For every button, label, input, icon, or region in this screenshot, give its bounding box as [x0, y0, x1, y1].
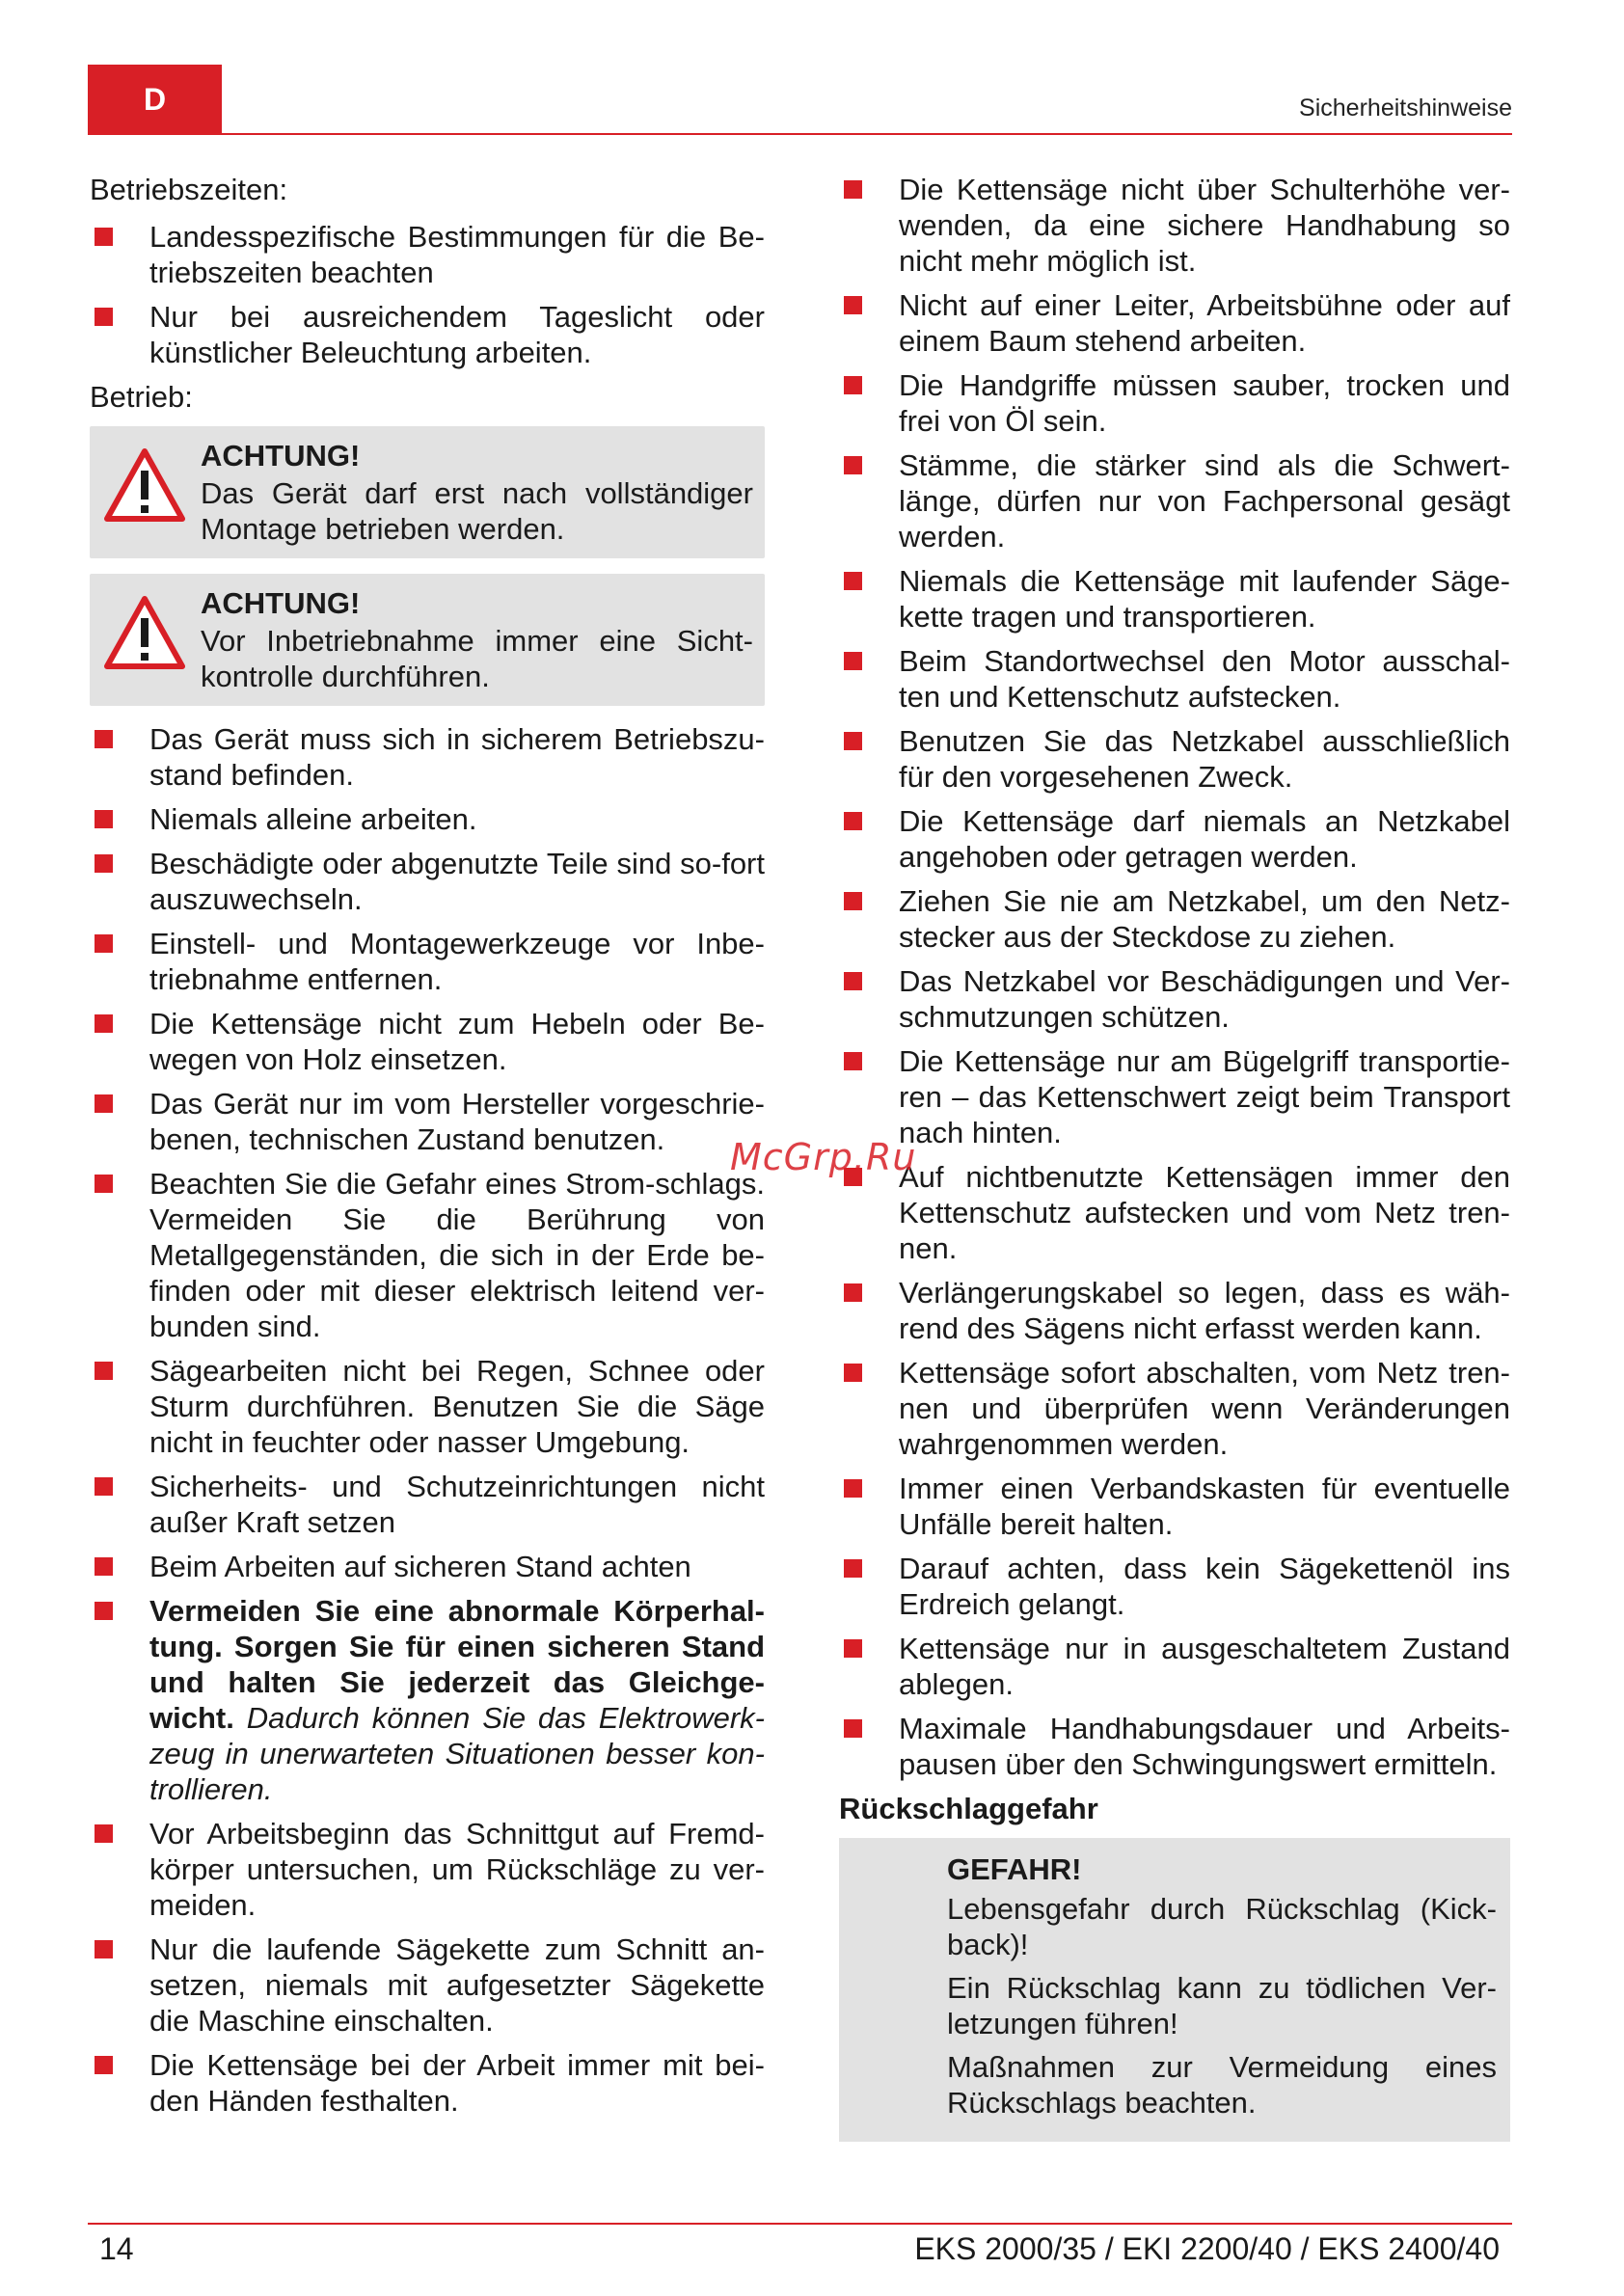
list-item: Niemals alleine arbeiten. — [90, 801, 765, 837]
right-column — [839, 172, 1510, 2142]
bullet-icon — [95, 1362, 113, 1380]
bullet-icon — [844, 376, 862, 394]
bullet-icon — [95, 730, 113, 748]
model-designation: EKS 2000/35 / EKI 2200/40 / EKS 2400/40 — [914, 2231, 1500, 2266]
bullet-icon — [95, 1940, 113, 1958]
section-title: Sicherheitshinweise — [1299, 95, 1512, 122]
bullet-icon — [844, 1719, 862, 1738]
safety-list — [839, 172, 1510, 1782]
bullet-icon — [844, 892, 862, 910]
list-item: Die Kettensäge nicht über Schulterhöhe ver-wenden, da eine sichere Handhabung so nicht mehr möglich ist. — [839, 172, 1510, 279]
list-item: Einstell- und Montagewerkzeuge vor Inbe-triebnahme entfernen. — [90, 926, 765, 997]
footer-rule — [88, 2223, 1512, 2225]
bullet-icon — [844, 732, 862, 750]
bullet-icon — [95, 1602, 113, 1620]
warning-box — [90, 426, 765, 558]
list-item: Das Gerät muss sich in sicherem Betriebszu-stand befinden. — [90, 721, 765, 793]
warning-text: Das Gerät darf erst nach vollständiger Montage betrieben werden. — [201, 476, 753, 546]
list-item: Das Gerät nur im vom Hersteller vorgeschrie-benen, technischen Zustand benutzen. — [90, 1086, 765, 1157]
bullet-icon — [844, 572, 862, 590]
betrieb-label: Betrieb: — [90, 380, 193, 414]
list-item: Niemals die Kettensäge mit laufender Säge-kette tragen und transportieren. — [839, 563, 1510, 635]
list-item: Die Handgriffe müssen sauber, trocken und frei von Öl sein. — [839, 367, 1510, 439]
list-item: Ziehen Sie nie am Netzkabel, um den Netz-stecker aus der Steckdose zu ziehen. — [839, 883, 1510, 955]
betriebszeiten-label: Betriebszeiten: — [90, 173, 288, 206]
list-item: Stämme, die stärker sind als die Schwert-länge, dürfen nur von Fachpersonal gesägt werden. — [839, 447, 1510, 554]
bullet-icon — [844, 1479, 862, 1498]
warning-box — [90, 574, 765, 706]
bullet-icon — [844, 180, 862, 199]
section-heading: Rückschlaggefahr — [839, 1792, 1098, 1825]
left-column — [90, 172, 765, 2127]
list-item: Die Kettensäge nicht zum Hebeln oder Be-wegen von Holz einsetzen. — [90, 1006, 765, 1077]
list-item: Nur die laufende Sägekette zum Schnitt an-setzen, niemals mit aufgesetzter Sägekette die Maschine einschalten. — [90, 1931, 765, 2039]
bullet-icon — [844, 456, 862, 474]
language-tab: D — [88, 65, 222, 134]
betrieb-list — [90, 721, 765, 2119]
bullet-icon — [844, 652, 862, 670]
list-item: Darauf achten, dass kein Sägekettenöl ins Erdreich gelangt. — [839, 1551, 1510, 1622]
list-item: Beim Standortwechsel den Motor ausschal-ten und Kettenschutz aufstecken. — [839, 643, 1510, 715]
list-item: Beim Arbeiten auf sicheren Stand achten — [90, 1549, 765, 1584]
list-item: Auf nichtbenutzte Kettensägen immer den Kettenschutz aufstecken und vom Netz tren-nen. — [839, 1159, 1510, 1266]
list-item: Landesspezifische Bestimmungen für die Be-triebszeiten beachten — [90, 219, 765, 290]
danger-box — [839, 1838, 1510, 2142]
bullet-icon — [844, 1283, 862, 1302]
header-rule — [88, 133, 1512, 135]
bullet-icon — [95, 1175, 113, 1193]
list-item: Sägearbeiten nicht bei Regen, Schnee oder Sturm durchführen. Benutzen Sie die Säge nicht in feuchter oder nasser Umgebung. — [90, 1353, 765, 1460]
danger-title: GEFAHR! — [947, 1852, 1082, 1886]
bullet-icon — [95, 1014, 113, 1033]
bullet-icon — [844, 972, 862, 990]
list-item: Sicherheits- und Schutzeinrichtungen nicht außer Kraft setzen — [90, 1469, 765, 1540]
bullet-icon — [844, 1052, 862, 1070]
list-item: Die Kettensäge nur am Bügelgriff transportie-ren – das Kettenschwert zeigt beim Transport nach hinten. — [839, 1043, 1510, 1150]
list-item: Die Kettensäge darf niemals an Netzkabel angehoben oder getragen werden. — [839, 803, 1510, 875]
bullet-icon — [844, 812, 862, 830]
list-item: Benutzen Sie das Netzkabel ausschließlich für den vorgesehenen Zweck. — [839, 723, 1510, 795]
bullet-icon — [95, 308, 113, 326]
page-number: 14 — [99, 2231, 134, 2266]
bullet-icon — [95, 810, 113, 828]
bullet-icon — [844, 296, 862, 314]
bullet-icon — [95, 934, 113, 953]
list-item: Vor Arbeitsbeginn das Schnittgut auf Fremd-körper untersuchen, um Rückschläge zu ver-meiden. — [90, 1816, 765, 1923]
list-item: Immer einen Verbandskasten für eventuelle Unfälle bereit halten. — [839, 1471, 1510, 1542]
bullet-icon — [95, 854, 113, 873]
warning-title: ACHTUNG! — [201, 439, 361, 473]
list-item: Maximale Handhabungsdauer und Arbeits-pausen über den Schwingungswert ermitteln. — [839, 1711, 1510, 1782]
bullet-icon — [95, 1557, 113, 1576]
bullet-icon — [95, 1477, 113, 1496]
list-item: Beschädigte oder abgenutzte Teile sind so-fort auszuwechseln. — [90, 846, 765, 917]
list-item: Das Netzkabel vor Beschädigungen und Ver-schmutzungen schützen. — [839, 963, 1510, 1035]
bullet-icon — [95, 1094, 113, 1113]
list-item: Die Kettensäge bei der Arbeit immer mit bei-den Händen festhalten. — [90, 2047, 765, 2119]
warning-triangle-icon — [103, 447, 186, 523]
list-item: Beachten Sie die Gefahr eines Strom-schlags. Vermeiden Sie die Berührung von Metallgegenständen, die sich in der Erde be-finden oder mit dieser elektrisch leitend ver-bunden sind. — [90, 1166, 765, 1344]
list-item: Nicht auf einer Leiter, Arbeitsbühne oder auf einem Baum stehend arbeiten. — [839, 287, 1510, 359]
bullet-icon — [844, 1559, 862, 1578]
betriebszeiten-list — [90, 219, 765, 370]
danger-line: Lebensgefahr durch Rückschlag (Kick-back)! — [947, 1892, 1497, 1961]
bullet-icon — [95, 228, 113, 246]
list-item: Nur bei ausreichendem Tageslicht oder künstlicher Beleuchtung arbeiten. — [90, 299, 765, 370]
danger-line: Maßnahmen zur Vermeidung eines Rückschlags beachten. — [947, 2050, 1497, 2120]
warning-triangle-icon — [103, 595, 186, 670]
warning-title: ACHTUNG! — [201, 586, 361, 620]
bullet-icon — [95, 2056, 113, 2074]
watermark: McGrp.Ru — [730, 1136, 917, 1178]
list-item: Verlängerungskabel so legen, dass es wäh-rend des Sägens nicht erfasst werden kann. — [839, 1275, 1510, 1346]
warning-text: Vor Inbetriebnahme immer eine Sicht-kontrolle durchführen. — [201, 624, 753, 693]
danger-line: Ein Rückschlag kann zu tödlichen Ver-letzungen führen! — [947, 1971, 1497, 2040]
bullet-icon — [844, 1364, 862, 1382]
list-item-bold: Vermeiden Sie eine abnormale Körperhal-tung. Sorgen Sie für einen sicheren Stand und halten Sie jederzeit das Gleichge-wicht. Dadurch können Sie das Elektrowerk-zeug in unerwarteten Situationen besser kon-trollieren. — [90, 1593, 765, 1807]
bullet-icon — [95, 1824, 113, 1843]
list-item: Kettensäge sofort abschalten, vom Netz tren-nen und überprüfen wenn Veränderungen wahrgenommen werden. — [839, 1355, 1510, 1462]
list-item: Kettensäge nur in ausgeschaltetem Zustand ablegen. — [839, 1631, 1510, 1702]
bullet-icon — [844, 1639, 862, 1658]
